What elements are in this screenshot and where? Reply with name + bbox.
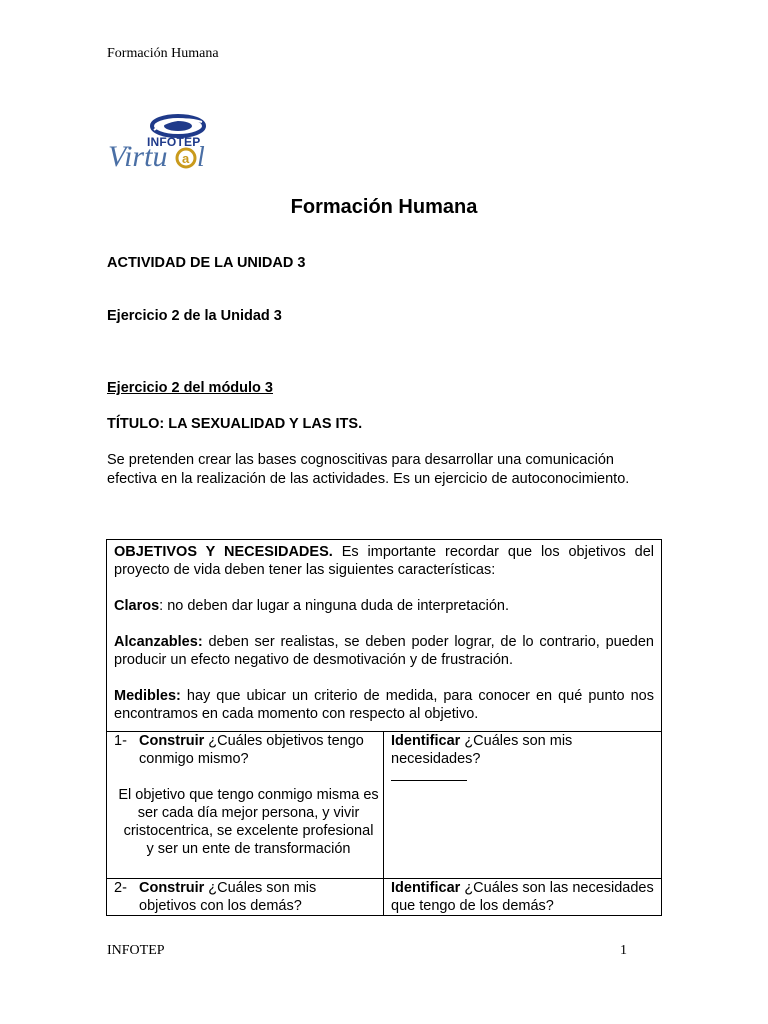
logo-wordmark: INFOTEP: [147, 135, 201, 149]
page-header: Formación Humana: [107, 46, 219, 61]
intro-paragraph: Se pretenden crear las bases cognoscitivas para desarrollar una comunicación efectiva en la realización de las actividades. Es un ejercicio de autoconocimiento.: [107, 452, 630, 487]
claros-item: Claros: no deben dar lugar a ninguna duda de interpretación.: [114, 598, 510, 614]
activity-heading: ACTIVIDAD DE LA UNIDAD 3: [107, 255, 306, 271]
svg-text:a: a: [182, 151, 190, 166]
objective-answer-text: El objetivo que tengo conmigo misma es ser cada día mejor persona, y vivir cristocentrica, se excelente profesional y ser un ente de transformación: [118, 787, 379, 857]
objectives-table: [106, 539, 662, 916]
construir-cell-2: 2- Construir ¿Cuáles son mis objetivos con los demás?: [107, 879, 384, 916]
svg-text:Virtu: Virtu: [108, 140, 168, 172]
construir-cell-1: 1- Construir ¿Cuáles objetivos tengo conmigo mismo? El objetivo que tengo conmigo misma es ser cada día mejor persona, y vivir cristocentrica, se excelente profesional y ser un ente de transformación: [107, 732, 384, 879]
alcanzables-item: Alcanzables: deben ser realistas, se deben poder lograr, de lo contrario, pueden producir un efecto negativo de desmotivación y de frustración.: [114, 634, 654, 668]
medibles-item: Medibles: hay que ubicar un criterio de medida, para conocer en qué punto nos encontramos en cada momento con respecto al objetivo.: [114, 688, 654, 722]
table-row: [107, 732, 662, 879]
identificar-cell-2: Identificar ¿Cuáles son las necesidades que tengo de los demás?: [384, 879, 662, 916]
objectives-description-cell: [107, 540, 662, 732]
section-title: TÍTULO: LA SEXUALIDAD Y LAS ITS.: [107, 416, 363, 432]
identificar-cell-1: Identificar ¿Cuáles son mis necesidades?: [384, 732, 662, 879]
document-title: Formación Humana: [290, 196, 478, 218]
answer-blank-line: [391, 770, 467, 781]
exercise-unit-heading: Ejercicio 2 de la Unidad 3: [107, 308, 282, 324]
table-row: [107, 879, 662, 916]
footer-label: INFOTEP: [107, 943, 165, 958]
exercise-module-heading: Ejercicio 2 del módulo 3: [107, 380, 273, 396]
objectives-intro: OBJETIVOS Y NECESIDADES. Es importante recordar que los objetivos del proyecto de vida deben tener las siguientes características:: [114, 544, 655, 578]
svg-text:l: l: [197, 142, 205, 172]
page-number: 1: [620, 943, 627, 958]
